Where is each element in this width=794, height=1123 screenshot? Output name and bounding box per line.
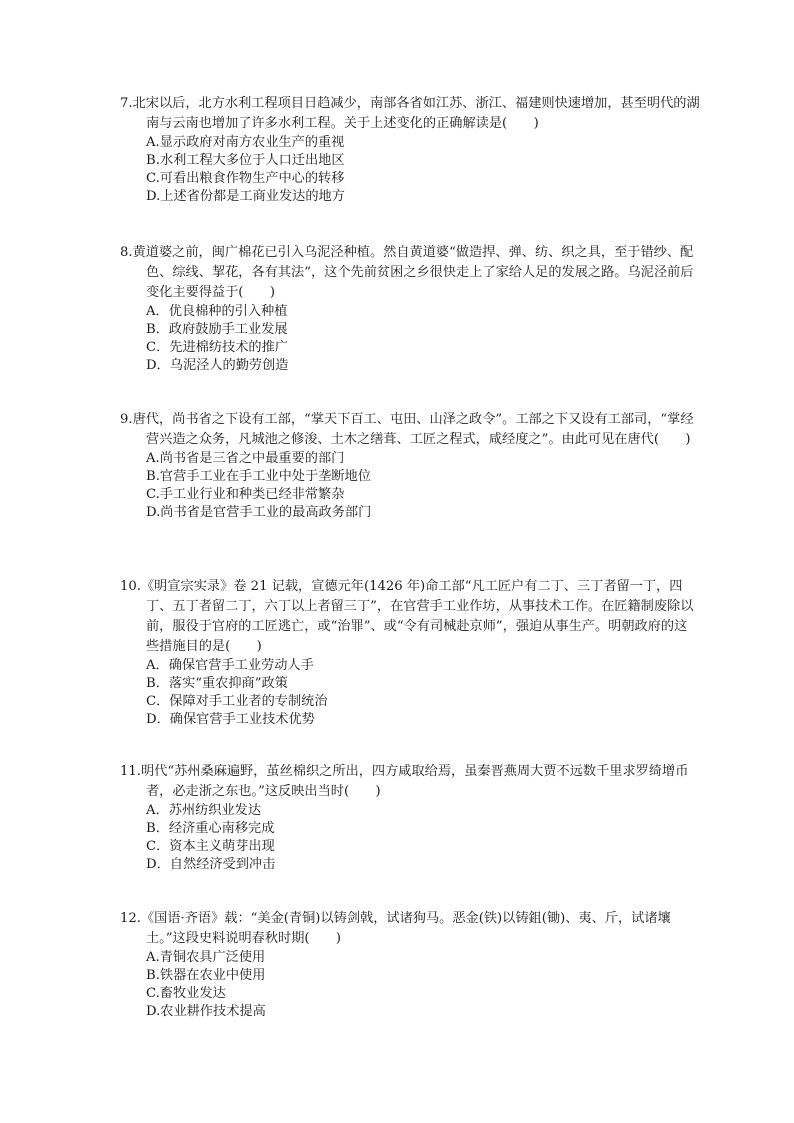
question-12 bbox=[120, 909, 700, 1021]
option-c: C．先进棉纺技术的推广 bbox=[146, 340, 288, 355]
option-d: D.农业耕作技术提高 bbox=[146, 1004, 266, 1019]
option-c: C.手工业行业和种类已经非常繁杂 bbox=[146, 487, 345, 502]
option-c: C.可看出粮食作物生产中心的转移 bbox=[146, 171, 345, 186]
question-stem bbox=[120, 410, 700, 450]
question-9 bbox=[120, 410, 700, 522]
question-number: 10. bbox=[120, 579, 141, 594]
option-c: C．保障对手工业者的专制统治 bbox=[146, 694, 328, 709]
option-b: B．政府鼓励手工业发展 bbox=[146, 322, 288, 337]
question-text: 《明宣宗实录》卷 21 记载，宣德元年(1426 年)命工部“凡工匠户有二丁、三丁者留一丁，四丁、五丁者留二丁，六丁以上者留三丁”，在官营手工业作坊，从事技术工作。在匠籍制废除以前，服役于官府的工匠逃亡，或“治罪”、或“令有司械赴京师”，强迫从事生产。明朝政府的这些措施目的是( ) bbox=[140, 579, 694, 654]
question-stem bbox=[120, 243, 700, 303]
question-text: 黄道婆之前，闽广棉花已引入乌泥泾种植。然自黄道婆“做造捍、弹、纺、织之具，至于错纱、配色、综线、挈花，各有其法”，这个先前贫困之乡很快走上了家给人足的发展之路。乌泥泾前后变化主要得益于( ) bbox=[132, 245, 694, 300]
question-7 bbox=[120, 94, 700, 206]
option-b: B．经济重心南移完成 bbox=[146, 821, 275, 836]
question-number: 12. bbox=[120, 911, 141, 926]
option-a: A．确保官营手工业劳动人手 bbox=[146, 658, 314, 673]
question-text: 唐代，尚书省之下设有工部，“掌天下百工、屯田、山泽之政令”。工部之下又设有工部司，“掌经营兴造之众务，凡城池之修浚、土木之缮葺、工匠之程式，咸经度之”。由此可见在唐代( ) bbox=[132, 412, 694, 447]
option-a: A．苏州纺织业发达 bbox=[146, 803, 262, 818]
option-list bbox=[120, 134, 700, 206]
option-list bbox=[120, 802, 700, 874]
option-d: D．乌泥泾人的勤劳创造 bbox=[146, 358, 289, 373]
option-d: D.上述省份都是工商业发达的地方 bbox=[146, 189, 345, 204]
question-10 bbox=[120, 577, 700, 729]
question-number: 11. bbox=[120, 764, 141, 779]
question-text: 明代“苏州桑麻遍野，茧丝棉织之所出，四方咸取给焉，虽秦晋燕周大贾不远数千里求罗绮增币者，必走浙之东也。”这反映出当时( ) bbox=[140, 764, 689, 799]
question-11 bbox=[120, 762, 700, 874]
option-c: C.畜牧业发达 bbox=[146, 986, 226, 1001]
option-b: B．落实“重农抑商”政策 bbox=[146, 676, 288, 691]
option-b: B.官营手工业在手工业中处于垄断地位 bbox=[146, 469, 371, 484]
option-list bbox=[120, 657, 700, 729]
option-d: D．确保官营手工业技术优势 bbox=[146, 712, 315, 727]
option-a: A．优良棉种的引入种植 bbox=[146, 304, 288, 319]
option-a: A.青铜农具广泛使用 bbox=[146, 950, 266, 965]
question-number: 8. bbox=[120, 245, 133, 260]
question-text: 北宋以后，北方水利工程项目日趋减少，南部各省如江苏、浙江、福建则快速增加，甚至明代的湖南与云南也增加了许多水利工程。关于上述变化的正确解读是( ) bbox=[132, 96, 700, 131]
option-a: A.显示政府对南方农业生产的重视 bbox=[146, 135, 345, 150]
option-d: D．自然经济受到冲击 bbox=[146, 857, 276, 872]
option-d: D.尚书省是官营手工业的最高政务部门 bbox=[146, 505, 372, 520]
question-stem bbox=[120, 762, 700, 802]
option-b: B.水利工程大多位于人口迁出地区 bbox=[146, 153, 345, 168]
option-c: C．资本主义萌芽出现 bbox=[146, 839, 275, 854]
option-list bbox=[120, 949, 700, 1021]
option-list bbox=[120, 450, 700, 522]
question-8 bbox=[120, 243, 700, 375]
question-number: 9. bbox=[120, 412, 133, 427]
option-list bbox=[120, 303, 700, 375]
question-stem bbox=[120, 909, 700, 949]
question-stem bbox=[120, 94, 700, 134]
question-text: 《国语·齐语》载：“美金(青铜)以铸剑戟，试诸狗马。恶金(铁)以铸鉏(锄)、夷、斤，试诸壤土。”这段史料说明春秋时期( ) bbox=[140, 911, 671, 946]
option-a: A.尚书省是三省之中最重要的部门 bbox=[146, 451, 345, 466]
question-number: 7. bbox=[120, 96, 133, 111]
option-b: B.铁器在农业中使用 bbox=[146, 968, 266, 983]
question-stem bbox=[120, 577, 700, 657]
